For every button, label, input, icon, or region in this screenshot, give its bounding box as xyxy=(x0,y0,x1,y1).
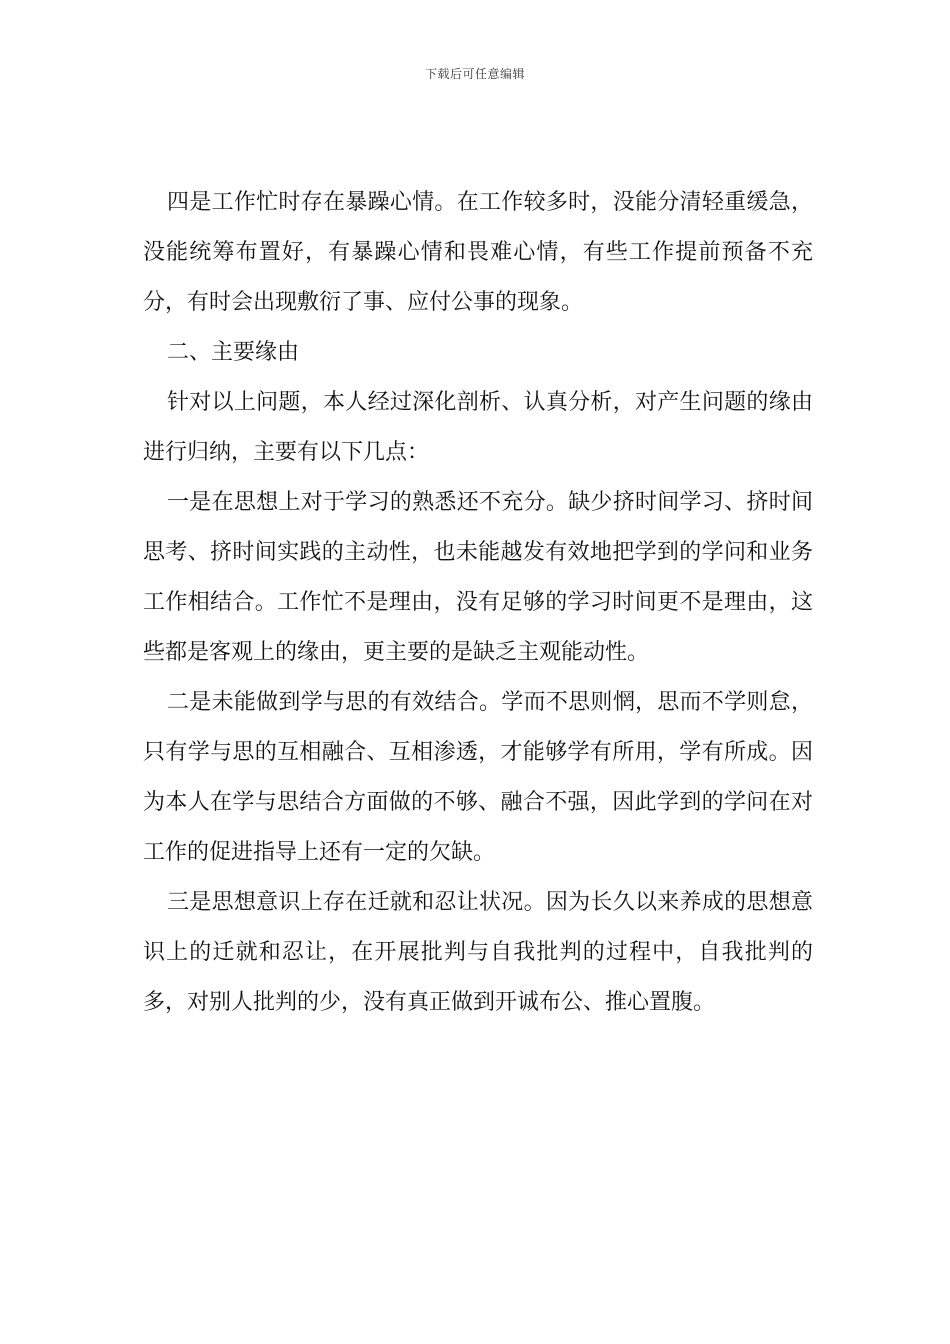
page-header-note: 下载后可任意编辑 xyxy=(424,67,525,81)
paragraph-reason-two: 二是未能做到学与思的有效结合。学而不思则惘，思而不学则怠，只有学与思的互相融合、互相渗透，才能够学有所用，学有所成。因为本人在学与思结合方面做的不够、融合不强，因此学到的学问在对工作的促进指导上还有一定的欠缺。 xyxy=(143,690,813,865)
paragraph-point-four: 四是工作忙时存在暴躁心情。在工作较多时，没能分清轻重缓急，没能统筹布置好，有暴躁心情和畏难心情，有些工作提前预备不充分，有时会出现敷衍了事、应付公事的现象。 xyxy=(143,190,813,315)
paragraph-reasons-intro: 针对以上问题，本人经过深化剖析、认真分析，对产生问题的缘由进行归纳，主要有以下几点： xyxy=(143,390,813,465)
paragraph-reason-three: 三是思想意识上存在迁就和忍让状况。因为长久以来养成的思想意识上的迁就和忍让，在开展批判与自我批判的过程中，自我批判的多，对别人批判的少，没有真正做到开诚布公、推心置腹。 xyxy=(143,890,813,1015)
section-heading-main-reasons: 二、主要缘由 xyxy=(167,340,300,365)
document-body xyxy=(143,178,813,1028)
paragraph-reason-one: 一是在思想上对于学习的熟悉还不充分。缺少挤时间学习、挤时间思考、挤时间实践的主动性，也未能越发有效地把学到的学问和业务工作相结合。工作忙不是理由，没有足够的学习时间更不是理由，这些都是客观上的缘由，更主要的是缺乏主观能动性。 xyxy=(143,490,813,665)
